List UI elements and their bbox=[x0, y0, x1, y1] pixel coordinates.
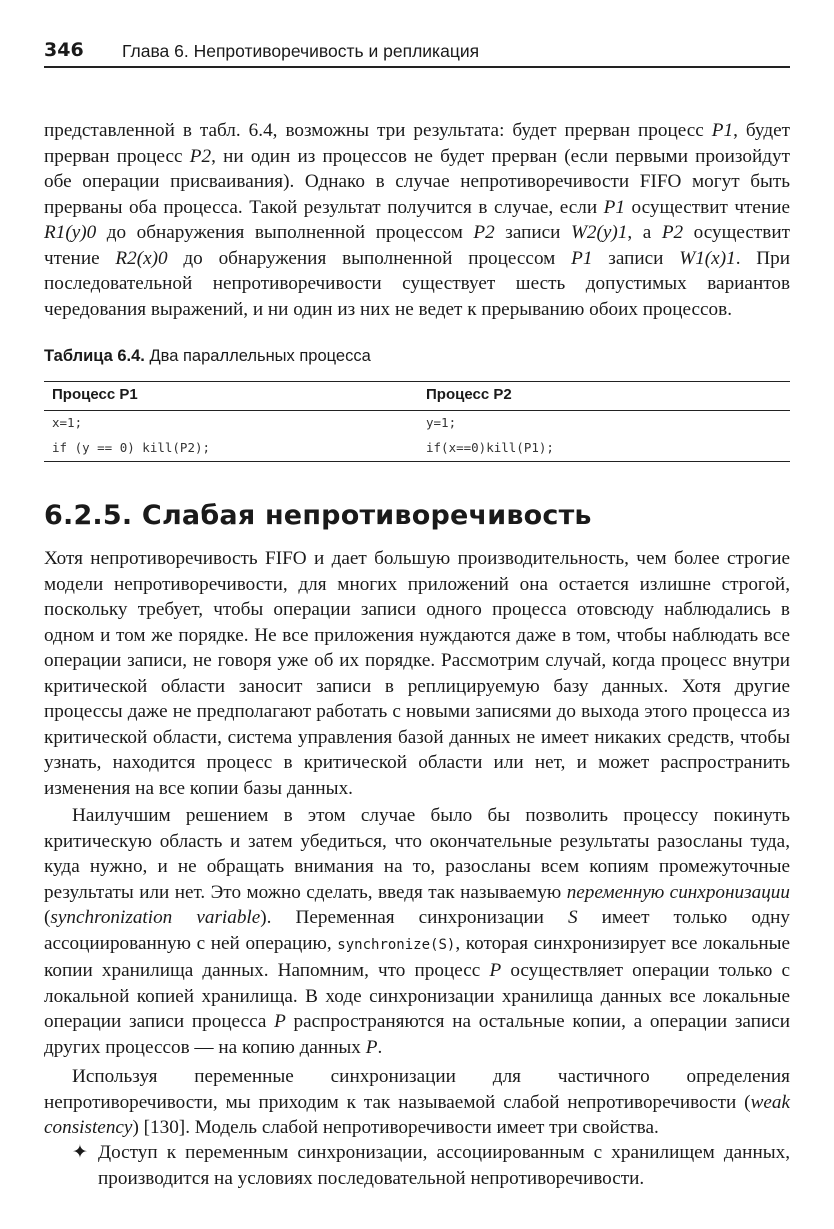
chapter-title: Глава 6. Непротиворечивость и репликация bbox=[122, 41, 480, 61]
page-number: 346 bbox=[44, 39, 84, 61]
paragraph-sync-variable: Наилучшим решением в этом случае было бы позволить процессу покинуть критическую область и затем убедиться, что окончательные результаты разосланы туда, куда нужно, и не обращать внимания на то, разосланы всем копиям промежуточные результаты или нет. Это можно сделать, введя так называемую переменную синхронизации (synchronization variable). Переменная синхронизации S имеет только одну ассоциированную с ней операцию, synchronize(S), которая синхронизирует все локальные копии хранилища данных. Напомним, что процесс P осуществляет операции только с локальной копией хранилища. В ходе синхронизации хранилища данных все локальные операции записи процесса P распространяются на остальные копии, а операции записи других процессов — на копию данных P. bbox=[44, 805, 790, 1058]
column-header-p1: Процесс P1 bbox=[52, 386, 138, 403]
list-item-text: Доступ к переменным синхронизации, ассоциированным с хранилищем данных, производится на условиях последовательной непротиворечивости. bbox=[98, 1142, 790, 1189]
column-header-p2: Процесс P2 bbox=[426, 386, 512, 403]
list-item bbox=[72, 1140, 790, 1191]
paragraph-intro: представленной в табл. 6.4, возможны три результата: будет прерван процесс P1, будет прерван процесс P2, ни один из процессов не будет прерван (если первыми произойдут обе операции присваивания). Однако в случае непротиворечивости FIFO могут быть прерваны оба процесса. Такой результат получится в случае, если P1 осуществит чтение R1(y)0 до обнаружения выполненной процессом P2 записи W2(y)1, а P2 осуществит чтение R2(x)0 до обнаружения выполненной процессом P1 записи W1(x)1. При последовательной непротиворечивости существует шесть допустимых вариантов чередования выражений, и ни один из них не ведет к прерыванию обоих процессов. bbox=[44, 120, 790, 320]
page-header bbox=[44, 36, 790, 68]
table-caption: Таблица 6.4. Два параллельных процесса bbox=[44, 347, 371, 365]
table-cell-p1: x=1; bbox=[52, 415, 83, 430]
paragraph-fifo: Хотя непротиворечивость FIFO и дает большую производительность, чем более строгие модели непротиворечивости, для многих приложений она остается излишне строгой, поскольку требует, чтобы операции записи одного процесса отовсюду наблюдались в одном и том же порядке. Не все приложения нуждаются даже в том, чтобы наблюдать все операции записи, не говоря уже об их порядке. Рассмотрим случай, когда процесс внутри критической области заносит записи в реплицируемую базу данных. Хотя другие процессы даже не предполагают работать с новыми записями до выхода этого процесса из критической области, система управления базой данных не имеет никаких средств, чтобы узнать, находится процесс в критической области или нет, и может распространить изменения на все копии базы данных. bbox=[44, 548, 790, 799]
table-cell-p1: if (y == 0) kill(P2); bbox=[52, 440, 211, 455]
table-cell-p2: y=1; bbox=[426, 415, 457, 430]
table-row bbox=[44, 436, 790, 461]
process-table bbox=[44, 381, 790, 462]
section-heading: 6.2.5. Слабая непротиворечивость bbox=[44, 500, 592, 531]
bullet-icon: ✦ bbox=[72, 1142, 89, 1163]
paragraph-weak-consistency: Используя переменные синхронизации для частичного определения непротиворечивости, мы приходим к так называемой слабой непротиворечивости (weak consistency) [130]. Модель слабой непротиворечивости имеет три свойства. bbox=[44, 1066, 790, 1138]
table-header-row bbox=[44, 382, 790, 411]
table-cell-p2: if(x==0)kill(P1); bbox=[426, 440, 554, 455]
table-row bbox=[44, 411, 790, 436]
